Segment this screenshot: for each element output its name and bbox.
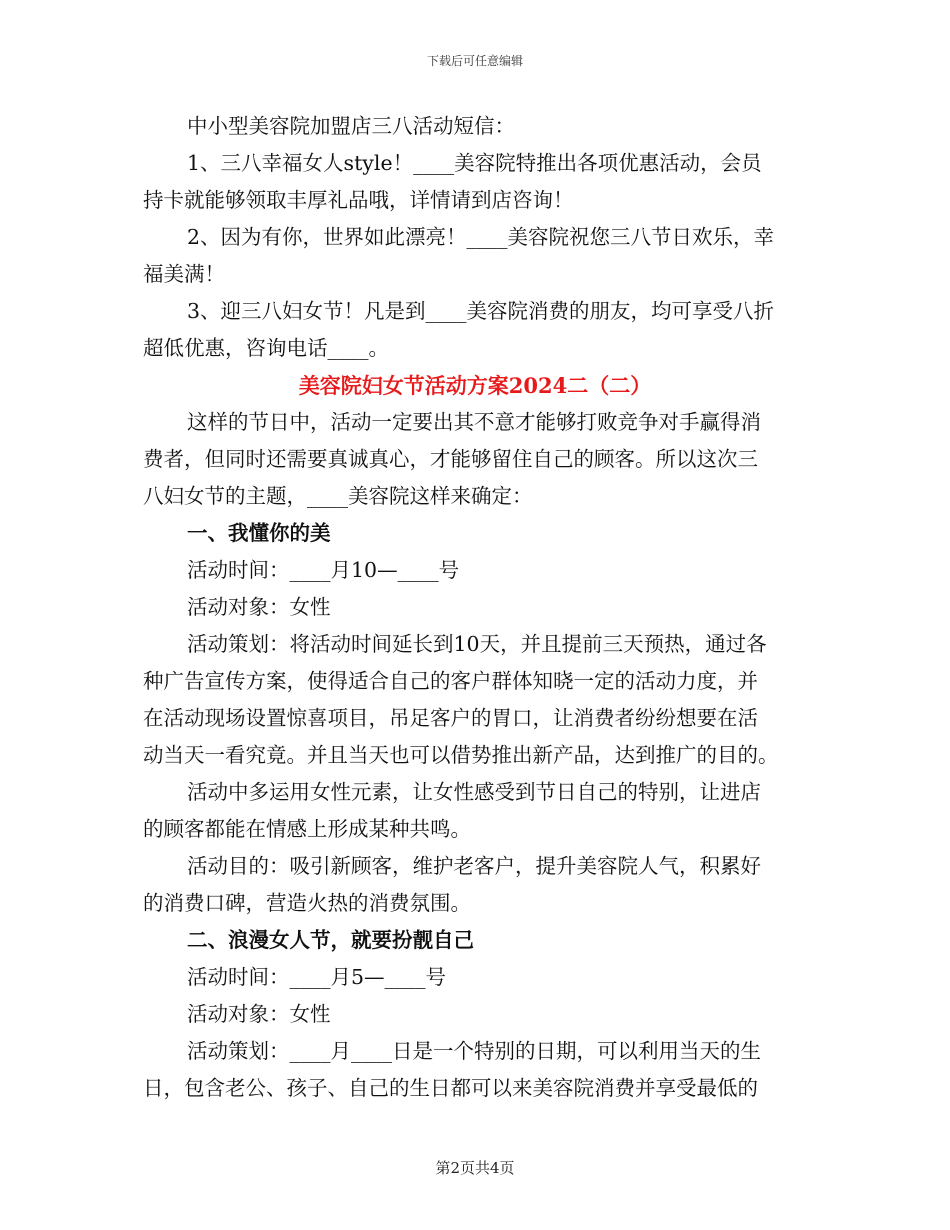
paragraph-line: 活动时间：____月5—____号	[187, 965, 447, 989]
paragraph-line: 3、迎三八妇女节！凡是到____美容院消费的朋友，均可享受八折	[187, 299, 775, 323]
paragraph-line: 的顾客都能在情感上形成某种共鸣。	[143, 817, 471, 841]
paragraph-line: 活动对象：女性	[187, 595, 331, 619]
paragraph-line: 在活动现场设置惊喜项目，吊足客户的胃口，让消费者纷纷想要在活	[143, 706, 758, 730]
paragraph-line: 活动时间：____月10—____号	[187, 558, 460, 582]
paragraph-line: 费者，但同时还需要真诚真心，才能够留住自己的顾客。所以这次三	[143, 447, 758, 471]
paragraph-line: 的消费口碑，营造火热的消费氛围。	[143, 891, 471, 915]
paragraph-line: 活动策划：将活动时间延长到10天，并且提前三天预热，通过各	[187, 632, 767, 656]
plan-section	[143, 404, 807, 1107]
sms-section	[143, 108, 807, 367]
paragraph-line: 持卡就能够领取丰厚礼品哦，详情请到店咨询！	[143, 188, 574, 212]
paragraph-line: 活动对象：女性	[187, 1002, 331, 1026]
paragraph-line: 2、因为有你，世界如此漂亮！____美容院祝您三八节日欢乐，幸	[187, 225, 775, 249]
document-body	[143, 108, 807, 1107]
page-header: 下载后可任意编辑	[426, 54, 523, 68]
paragraph-line: 活动中多运用女性元素，让女性感受到节日自己的特别，让进店	[187, 780, 761, 804]
paragraph-line: 八妇女节的主题，____美容院这样来确定：	[143, 484, 533, 508]
paragraph-line: 活动策划：____月____日是一个特别的日期，可以利用当天的生	[187, 1039, 761, 1063]
paragraph-line: 中小型美容院加盟店三八活动短信：	[187, 114, 515, 138]
paragraph-line: 活动目的：吸引新顾客，维护老客户，提升美容院人气，积累好	[187, 854, 761, 878]
section-title: 美容院妇女节活动方案2024二（二）	[298, 373, 652, 398]
subheading: 一、我懂你的美	[187, 521, 331, 545]
paragraph-line: 1、三八幸福女人style！____美容院特推出各项优惠活动，会员	[187, 151, 762, 175]
paragraph-line: 这样的节日中，活动一定要出其不意才能够打败竞争对手赢得消	[187, 410, 761, 434]
paragraph-line: 动当天一看究竟。并且当天也可以借势推出新产品，达到推广的目的。	[143, 743, 779, 767]
paragraph-line: 种广告宣传方案，使得适合自己的客户群体知晓一定的活动力度，并	[143, 669, 758, 693]
page-footer: 第2页共4页	[435, 1159, 515, 1177]
subheading: 二、浪漫女人节，就要扮靓自己	[187, 928, 474, 952]
paragraph-line: 日，包含老公、孩子、自己的生日都可以来美容院消费并享受最低的	[143, 1076, 758, 1100]
paragraph-line: 福美满！	[143, 262, 225, 286]
paragraph-line: 超低优惠，咨询电话____。	[143, 336, 389, 360]
